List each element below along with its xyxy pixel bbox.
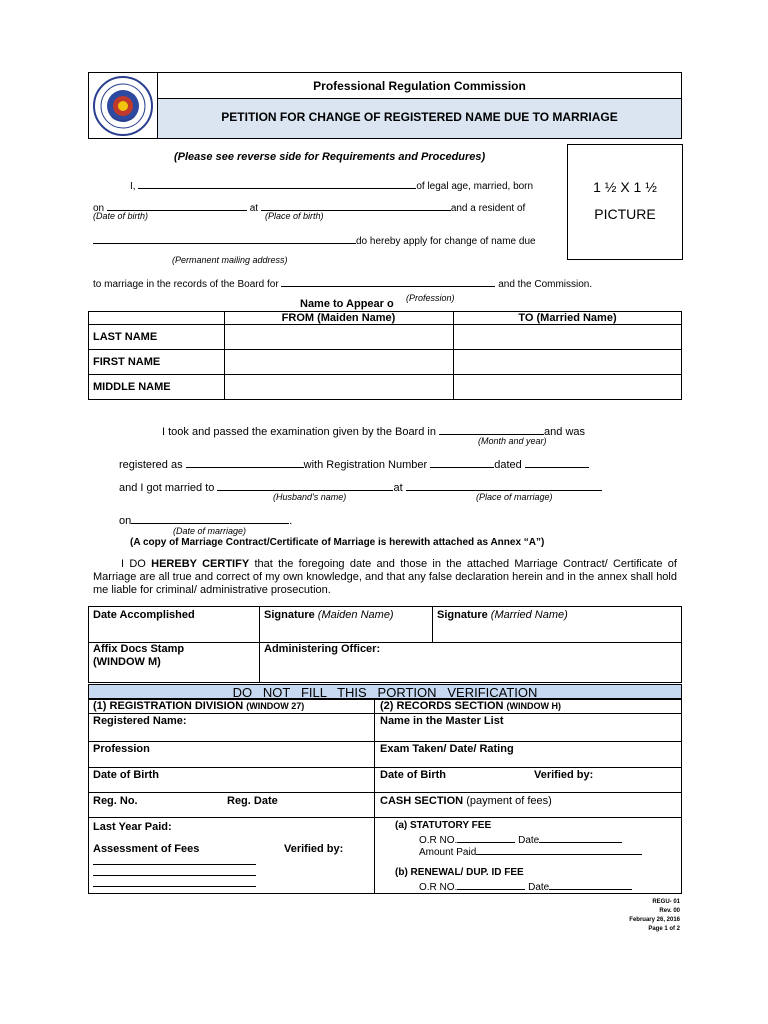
month-year-caption: (Month and year) bbox=[478, 436, 547, 446]
intro-line-2: on at and a resident of bbox=[93, 200, 525, 214]
reg-no-label: Reg. No. bbox=[93, 795, 138, 807]
address-caption: (Permanent mailing address) bbox=[172, 255, 288, 265]
maiden-middle-input[interactable] bbox=[226, 376, 452, 399]
registered-name-label: Registered Name: bbox=[93, 715, 187, 727]
exam-month-year-field[interactable] bbox=[439, 424, 544, 435]
date-accomplished-label: Date Accomplished bbox=[93, 609, 195, 621]
place-of-marriage-field[interactable] bbox=[406, 480, 602, 491]
exam-line: I took and passed the examination given by the Board in and was bbox=[162, 426, 586, 438]
married-middle-input[interactable] bbox=[455, 376, 681, 399]
col-from-header: FROM (Maiden Name) bbox=[281, 312, 396, 324]
picture-box bbox=[567, 144, 683, 260]
registered-as-field[interactable] bbox=[186, 457, 304, 468]
org-name: Professional Regulation Commission bbox=[313, 79, 526, 93]
maiden-first-input[interactable] bbox=[226, 351, 452, 373]
docs-stamp-label: Affix Docs Stamp bbox=[93, 643, 185, 655]
intro-line-1: I, of legal age, married, born bbox=[130, 178, 533, 192]
profession-label: Profession bbox=[93, 743, 150, 755]
dob-label-left: Date of Birth bbox=[93, 769, 159, 781]
row-first-name: FIRST NAME bbox=[93, 356, 161, 368]
place-of-birth-field[interactable] bbox=[261, 200, 451, 211]
reg-date-label: Reg. Date bbox=[227, 795, 278, 807]
registration-number-field[interactable] bbox=[430, 457, 494, 468]
row-middle-name: MIDDLE NAME bbox=[93, 381, 171, 393]
assessment-line-2[interactable] bbox=[93, 875, 256, 876]
date-marriage-line: on . bbox=[119, 515, 293, 527]
footer-page: Page 1 of 2 bbox=[648, 926, 680, 932]
window-m-label: (WINDOW M) bbox=[93, 656, 161, 668]
full-name-field[interactable] bbox=[138, 178, 416, 189]
pob-caption: (Place of birth) bbox=[265, 211, 324, 221]
profession-field[interactable] bbox=[281, 276, 495, 287]
dob-label-right: Date of Birth bbox=[380, 769, 446, 781]
married-last-input[interactable] bbox=[455, 326, 681, 348]
date-of-marriage-field[interactable] bbox=[131, 513, 289, 524]
husband-caption: (Husband's name) bbox=[273, 492, 347, 502]
footer-date: February 26, 2016 bbox=[629, 917, 680, 923]
cash-section-label: CASH SECTION (payment of fees) bbox=[380, 795, 552, 807]
intro-line-3: do hereby apply for change of name due bbox=[93, 233, 536, 247]
amount-paid-field[interactable] bbox=[476, 844, 642, 855]
verified-by-registration: Verified by: bbox=[284, 843, 344, 855]
married-first-input[interactable] bbox=[455, 351, 681, 373]
profession-caption: (Profession) bbox=[406, 293, 455, 303]
statutory-fee-label: (a) STATUTORY FEE bbox=[395, 820, 492, 831]
footer-code: REGU- 01 bbox=[652, 899, 680, 905]
statutory-or-field[interactable] bbox=[457, 832, 515, 843]
records-section-header: (2) RECORDS SECTION (WINDOW H) bbox=[380, 700, 562, 712]
registration-division-header: (1) REGISTRATION DIVISION (WINDOW 27) bbox=[93, 700, 305, 712]
footer-rev: Rev. 00 bbox=[659, 908, 680, 914]
registration-date-field[interactable] bbox=[525, 457, 589, 468]
name-to-appear: Name to Appear o bbox=[300, 298, 394, 310]
maiden-signature-label: Signature (Maiden Name) bbox=[264, 609, 394, 621]
prc-seal-icon bbox=[92, 75, 154, 137]
assessment-line-1[interactable] bbox=[93, 864, 256, 865]
mailing-address-field[interactable] bbox=[93, 233, 356, 244]
dob-caption: (Date of birth) bbox=[93, 211, 149, 221]
date-marriage-caption: (Date of marriage) bbox=[173, 526, 247, 536]
assessment-line-3[interactable] bbox=[93, 886, 256, 887]
notice-text: (Please see reverse side for Requirements and Procedures) bbox=[174, 151, 486, 163]
last-year-paid-label: Last Year Paid: bbox=[93, 821, 172, 833]
married-signature-label: Signature (Married Name) bbox=[437, 609, 568, 621]
verification-banner: DO NOT FILL THIS PORTION VERIFICATION bbox=[88, 684, 682, 699]
certify-paragraph: I DO HEREBY CERTIFY that the foregoing date and those in the attached Marriage Contract/ Certificate of Marriage are all true and correct of my own knowledge, and that any false declaration herein and in the annex shall hold me liable for criminal/ administrative prosecution. bbox=[93, 558, 677, 596]
assessment-label: Assessment of Fees bbox=[93, 843, 200, 855]
place-marriage-caption: (Place of marriage) bbox=[476, 492, 553, 502]
statutory-or-line: O.R NO. Date bbox=[419, 832, 622, 846]
row-last-name: LAST NAME bbox=[93, 331, 158, 343]
verified-by-records: Verified by: bbox=[534, 769, 594, 781]
amount-paid-line: Amount Paid bbox=[419, 844, 642, 858]
page-title: PETITION FOR CHANGE OF REGISTERED NAME DUE TO MARRIAGE bbox=[221, 110, 618, 124]
date-of-birth-field[interactable] bbox=[107, 200, 247, 211]
married-line: and I got married to at bbox=[119, 480, 602, 494]
renewal-or-line: O.R NO. Date bbox=[419, 879, 632, 893]
renewal-date-field[interactable] bbox=[549, 879, 632, 890]
registered-line: registered as with Registration Number dated bbox=[119, 457, 589, 471]
picture-size: 1 ½ X 1 ½ bbox=[593, 179, 657, 195]
picture-label: PICTURE bbox=[594, 206, 656, 222]
maiden-last-input[interactable] bbox=[226, 326, 452, 348]
master-list-label: Name in the Master List bbox=[380, 715, 504, 727]
administering-officer-label: Administering Officer: bbox=[264, 643, 381, 655]
renewal-fee-label: (b) RENEWAL/ DUP. ID FEE bbox=[395, 867, 524, 878]
annex-note: (A copy of Marriage Contract/Certificate of Marriage is herewith attached as Annex “A”) bbox=[130, 537, 545, 548]
statutory-date-field[interactable] bbox=[539, 832, 622, 843]
exam-taken-label: Exam Taken/ Date/ Rating bbox=[380, 743, 514, 755]
husband-name-field[interactable] bbox=[217, 480, 393, 491]
renewal-or-field[interactable] bbox=[457, 879, 525, 890]
col-to-header: TO (Married Name) bbox=[518, 312, 617, 324]
intro-line-4: to marriage in the records of the Board for and the Commission. bbox=[93, 276, 592, 290]
